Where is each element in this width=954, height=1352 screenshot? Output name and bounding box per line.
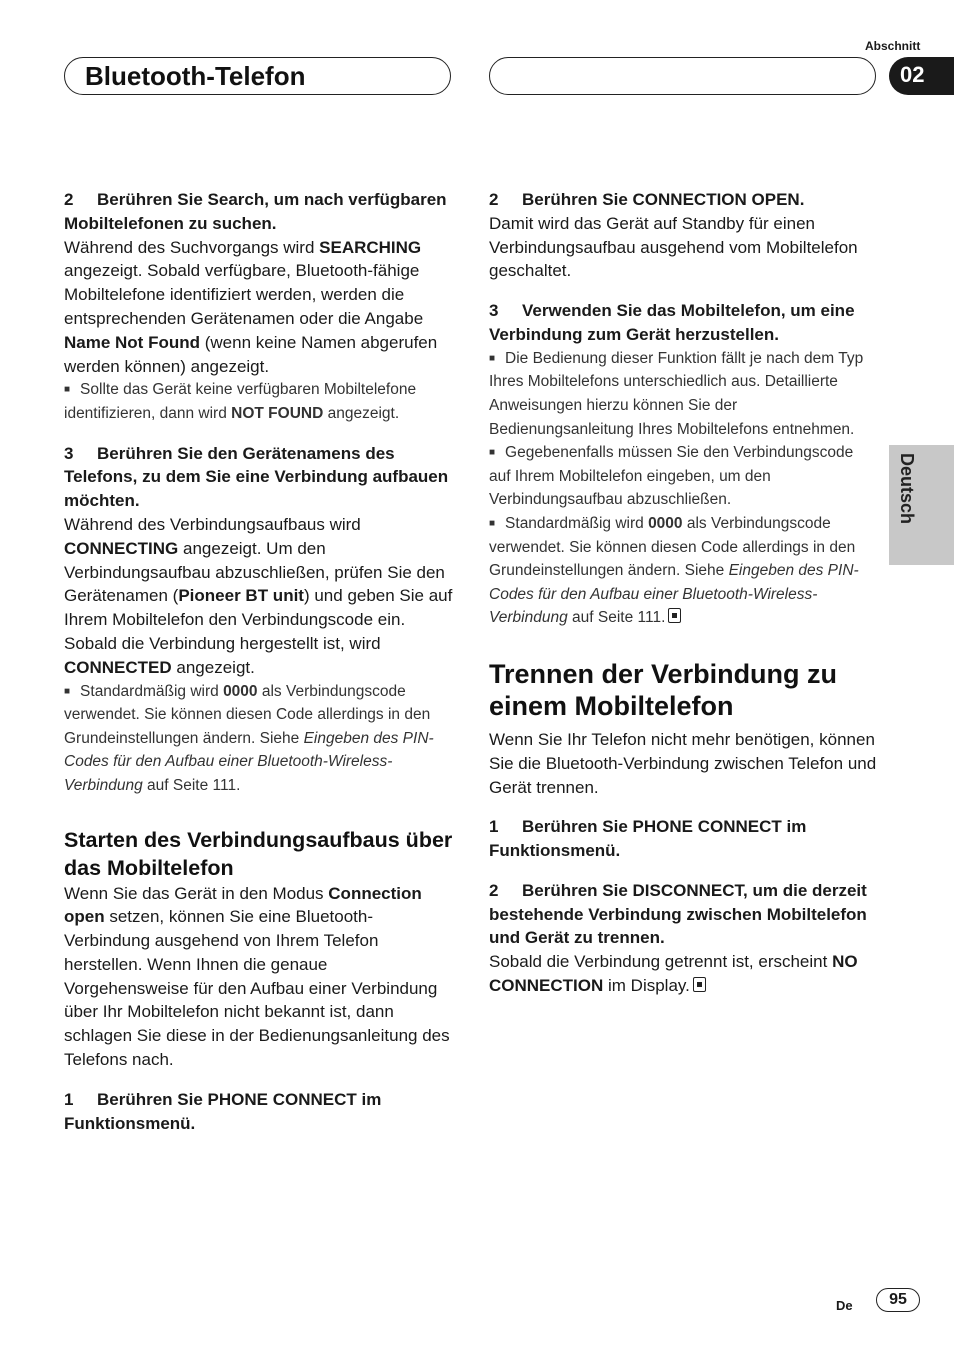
step-text: Berühren Sie PHONE CONNECT im Funktionsmenü. bbox=[489, 817, 807, 861]
step-number: 3 bbox=[489, 301, 499, 321]
footer-language: De bbox=[836, 1298, 853, 1313]
step-number: 1 bbox=[489, 817, 499, 837]
note: ■ Standardmäßig wird 0000 als Verbindungscode verwendet. Sie können diesen Code allerdings in den Grundeinstellungen ändern. Siehe Eingeben des PIN-Codes für den Aufbau einer Bluetooth-Wireless-Verbindung auf Seite 111. bbox=[64, 682, 434, 794]
step-heading bbox=[489, 188, 879, 212]
step-heading bbox=[64, 188, 454, 236]
step-text: Berühren Sie PHONE CONNECT im Funktionsmenü. bbox=[64, 1089, 382, 1133]
bullet-square-icon: ■ bbox=[489, 352, 496, 364]
chapter-title-box bbox=[64, 57, 451, 95]
step-text: Berühren Sie CONNECTION OPEN. bbox=[522, 190, 805, 209]
note: ■ Standardmäßig wird 0000 als Verbindungscode verwendet. Sie können diesen Code allerdings in den Grundeinstellungen ändern. Siehe Eingeben des PIN-Codes für den Aufbau einer Bluetooth-Wireless-Verbindung auf Seite 111. bbox=[489, 514, 859, 627]
end-of-section-icon bbox=[668, 608, 681, 623]
step-number: 3 bbox=[64, 443, 74, 463]
language-tab-label-box bbox=[896, 453, 926, 563]
page-number: 95 bbox=[876, 1288, 920, 1312]
chapter-title: Bluetooth-Telefon bbox=[85, 61, 306, 91]
bullet-square-icon: ■ bbox=[489, 447, 496, 459]
section-heading: Trennen der Verbindung zu einem Mobiltelefon bbox=[489, 658, 838, 721]
step-heading bbox=[489, 879, 879, 950]
paragraph: Wenn Sie Ihr Telefon nicht mehr benötigen, können Sie die Bluetooth-Verbindung zwischen Telefon und Gerät trennen. bbox=[489, 729, 877, 797]
section-number: 02 bbox=[889, 57, 954, 95]
header-empty-box bbox=[489, 57, 876, 95]
step-text: Berühren Sie DISCONNECT, um die derzeit bestehende Verbindung zwischen Mobiltelefon und Gerät zu trennen. bbox=[489, 880, 867, 948]
language-tab-label: Deutsch bbox=[897, 453, 917, 525]
paragraph: Während des Verbindungsaufbaus wird CONNECTING angezeigt. Um den Verbindungsaufbau abzuschließen, prüfen Sie den Gerätenamen (Pioneer BT unit) und geben Sie auf Ihrem Mobiltelefon den Verbindungscode ein. Sobald die Verbindung hergestellt ist, wird CONNECTED angezeigt. bbox=[64, 514, 453, 677]
step-heading bbox=[489, 299, 879, 347]
note: ■ Die Bedienung dieser Funktion fällt je nach dem Typ Ihres Mobiltelefons unterschiedlich aus. Detaillierte Anweisungen hierzu können Sie der Bedienungsanleitung Ihres Mobiltelefons entnehmen. bbox=[489, 349, 864, 438]
step-number: 2 bbox=[64, 190, 74, 209]
left-column bbox=[64, 188, 454, 1135]
note: ■ Gegebenenfalls müssen Sie den Verbindungscode auf Ihrem Mobiltelefon eingeben, um den Verbindungsaufbau abzuschließen. bbox=[489, 444, 854, 509]
bullet-square-icon: ■ bbox=[64, 685, 71, 697]
step-number: 1 bbox=[64, 1089, 74, 1109]
step-heading bbox=[64, 442, 454, 513]
display-term: Name Not Found bbox=[64, 332, 200, 352]
step-text: Berühren Sie Search, um nach verfügbaren Mobiltelefonen zu suchen. bbox=[64, 190, 447, 233]
step-text: Berühren Sie den Gerätenamens des Telefons, zu dem Sie eine Verbindung aufbauen möchten. bbox=[64, 443, 449, 511]
paragraph: Sobald die Verbindung getrennt ist, erscheint NO CONNECTION im Display. bbox=[489, 952, 858, 996]
step-number: 2 bbox=[489, 190, 499, 209]
paragraph: Während des Suchvorgangs wird SEARCHING angezeigt. Sobald verfügbare, Bluetooth-fähige Mobiltelefone identifiziert werden, werden die entsprechenden Gerätenamen oder die Angabe Name Not Found (wenn keine Namen abgerufen werden können) angezeigt. bbox=[64, 237, 438, 376]
paragraph: Damit wird das Gerät auf Standby für einen Verbindungsaufbau ausgehend vom Mobiltelefon geschaltet. bbox=[489, 213, 858, 281]
section-label: Abschnitt bbox=[865, 39, 921, 53]
step-text: Verwenden Sie das Mobiltelefon, um eine Verbindung zum Gerät herzustellen. bbox=[489, 301, 855, 344]
end-of-section-icon bbox=[693, 977, 706, 992]
right-column bbox=[489, 188, 879, 998]
step-number: 2 bbox=[489, 880, 499, 900]
subsection-heading: Starten des Verbindungsaufbaus über das Mobiltelefon bbox=[64, 827, 453, 880]
cross-reference: Eingeben des PIN-Codes für den Aufbau einer Bluetooth-Wireless-Verbindung bbox=[64, 729, 434, 794]
step-heading bbox=[64, 1088, 454, 1136]
display-term: SEARCHING bbox=[319, 237, 422, 257]
bullet-square-icon: ■ bbox=[64, 384, 71, 396]
paragraph: Wenn Sie das Gerät in den Modus Connection open setzen, können Sie eine Bluetooth-Verbindung ausgehend von Ihrem Telefon herstellen. Wenn Ihnen die genaue Vorgehensweise für den Aufbau einer Verbindung über Ihr Mobiltelefon nicht bekannt ist, dann schlagen Sie diese in der Bedienungsanleitung des Telefons nach. bbox=[64, 883, 450, 1070]
note: ■ Sollte das Gerät keine verfügbaren Mobiltelefone identifizieren, dann wird NOT FOUND angezeigt. bbox=[64, 381, 417, 422]
cross-reference: Eingeben des PIN-Codes für den Aufbau einer Bluetooth-Wireless-Verbindung bbox=[489, 562, 859, 627]
bullet-square-icon: ■ bbox=[489, 517, 496, 529]
step-heading bbox=[489, 815, 879, 863]
